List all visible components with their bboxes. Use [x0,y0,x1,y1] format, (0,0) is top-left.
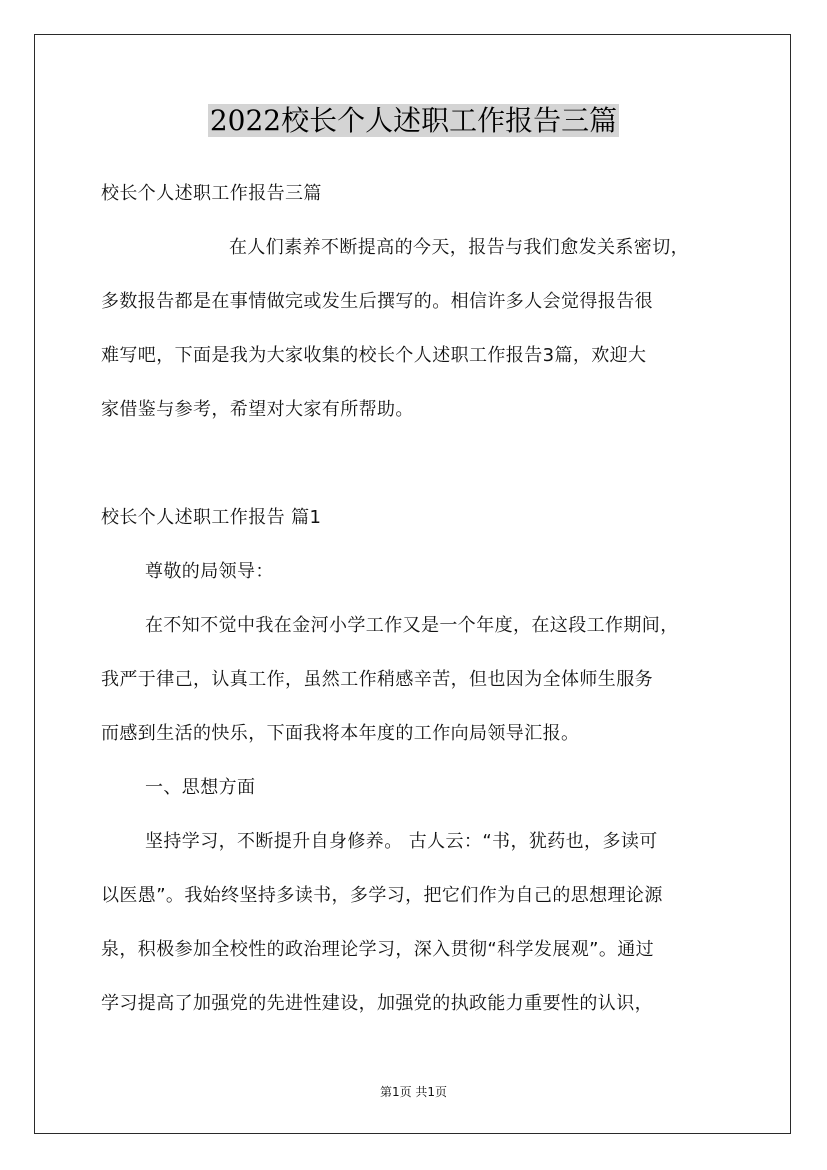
subtitle-line: 校长个人述职工作报告三篇 [101,183,322,204]
salutation: 尊敬的局领导： [145,561,274,582]
page-footer: 第1页 共1页 [379,1085,448,1099]
body-line-5: 以医愚”。我始终坚持多读书，多学习，把它们作为自己的思想理论源 [101,885,663,906]
body-line-3: 而感到生活的快乐，下面我将本年度的工作向局领导汇报。 [101,723,580,744]
subheading-thought: 一、思想方面 [145,777,256,798]
intro-line-4: 家借鉴与参考，希望对大家有所帮助。 [101,399,414,420]
document-title: 2022校长个人述职工作报告三篇 [209,104,618,137]
body-line-4: 坚持学习，不断提升自身修养。 古人云：“书，犹药也，多读可 [145,831,658,852]
intro-line-1: 在人们素养不断提高的今天，报告与我们愈发关系密切， [229,237,689,258]
intro-line-3: 难写吧，下面是我为大家收集的校长个人述职工作报告3篇，欢迎大 [101,345,647,366]
body-line-2: 我严于律己，认真工作，虽然工作稍感辛苦，但也因为全体师生服务 [101,669,653,690]
intro-line-2: 多数报告都是在事情做完或发生后撰写的。相信许多人会觉得报告很 [101,291,653,312]
section-heading: 校长个人述职工作报告 篇1 [101,507,322,528]
body-line-6: 泉，积极参加全校性的政治理论学习，深入贯彻“科学发展观”。通过 [101,939,655,960]
body-line-1: 在不知不觉中我在金河小学工作又是一个年度，在这段工作期间， [145,615,679,636]
body-line-7: 学习提高了加强党的先进性建设，加强党的执政能力重要性的认识， [101,993,653,1014]
